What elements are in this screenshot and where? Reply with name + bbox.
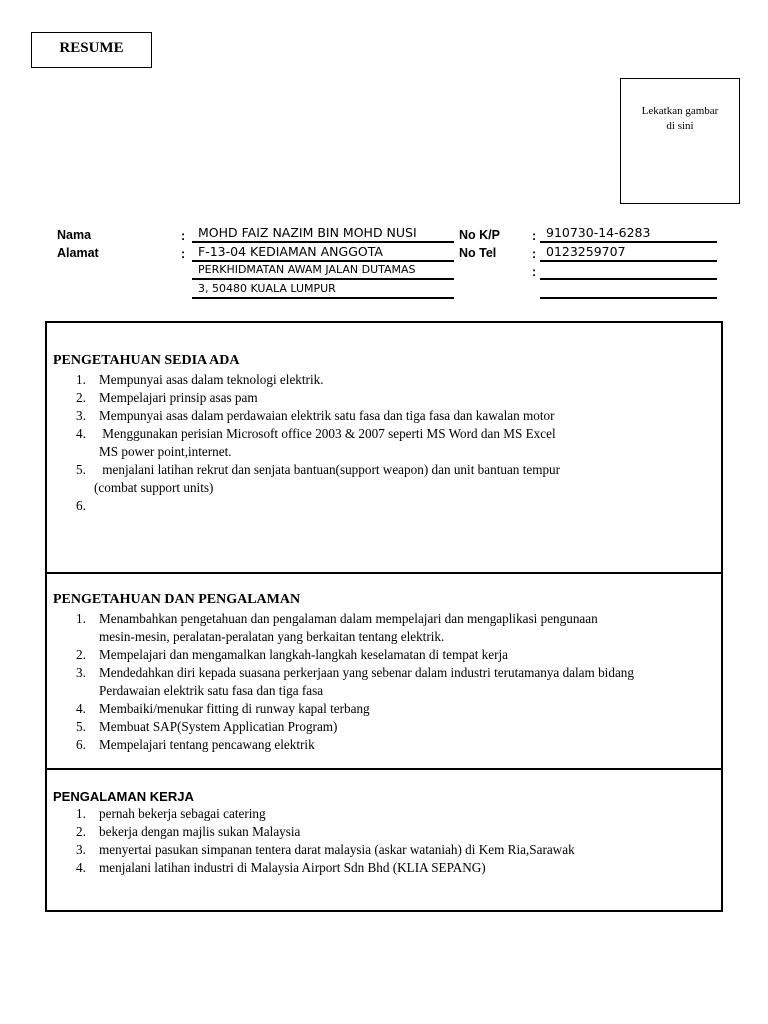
tel-label: No Tel bbox=[459, 246, 497, 260]
item-number: 2. bbox=[76, 824, 86, 839]
item-text: Mempunyai asas dalam perdawaian elektrik satu fasa dan tiga fasa dan kawalan motor bbox=[99, 408, 555, 423]
list-item bbox=[47, 646, 634, 664]
item-list bbox=[47, 371, 561, 513]
item-text: pernah bekerja sebagai catering bbox=[99, 806, 266, 821]
item-text: Mempelajari prinsip asas pam bbox=[99, 390, 258, 405]
item-number: 3. bbox=[76, 842, 86, 857]
item-number: 2. bbox=[76, 390, 86, 405]
photo-placeholder-line: Lekatkan gambar bbox=[641, 105, 719, 117]
section-title: PENGETAHUAN DAN PENGALAMAN bbox=[53, 592, 301, 607]
item-text: Membaiki/menukar fitting di runway kapal terbang bbox=[99, 701, 370, 716]
item-number: 1. bbox=[76, 611, 86, 626]
list-item bbox=[47, 610, 634, 646]
section-title: PENGALAMAN KERJA bbox=[53, 789, 194, 804]
item-text: menjalani latihan industri di Malaysia Airport Sdn Bhd (KLIA SEPANG) bbox=[99, 860, 486, 875]
photo-placeholder-line: di sini bbox=[666, 120, 694, 132]
address-label: Alamat bbox=[57, 246, 99, 260]
name-label: Nama bbox=[57, 228, 92, 242]
tel-colon: : bbox=[532, 247, 537, 261]
item-number: 6. bbox=[76, 498, 86, 513]
extra-colon: : bbox=[532, 265, 537, 279]
section-pengetahuan-dan-pengalaman bbox=[45, 572, 723, 770]
list-item bbox=[47, 664, 634, 700]
address-colon: : bbox=[181, 247, 186, 261]
list-item bbox=[47, 859, 575, 877]
extra-field-1 bbox=[540, 262, 717, 280]
item-list bbox=[47, 805, 575, 877]
item-number: 3. bbox=[76, 408, 86, 423]
item-list bbox=[47, 610, 634, 754]
section-pengetahuan-sedia-ada bbox=[45, 321, 723, 574]
item-text-continued: (combat support units) bbox=[94, 480, 214, 495]
list-item bbox=[47, 461, 560, 497]
item-text: Mempelajari dan mengamalkan langkah-langkah keselamatan di tempat kerja bbox=[99, 647, 509, 662]
address-line-1: F-13-04 KEDIAMAN ANGGOTA bbox=[192, 244, 454, 262]
item-text: Mempunyai asas dalam teknologi elektrik. bbox=[99, 372, 324, 387]
item-number: 4. bbox=[76, 701, 86, 716]
list-item bbox=[47, 736, 634, 754]
photo-placeholder bbox=[620, 78, 740, 204]
item-text-continued: mesin-mesin, peralatan-peralatan yang berkaitan tentang elektrik. bbox=[99, 629, 445, 644]
item-text-continued: MS power point,internet. bbox=[99, 444, 232, 459]
address-line-3: 3, 50480 KUALA LUMPUR bbox=[192, 281, 454, 299]
resume-title: RESUME bbox=[31, 32, 152, 68]
item-text: Mendedahkan diri kepada suasana perkerjaan yang sebenar dalam industri terutamanya dalam bidang bbox=[99, 665, 634, 680]
item-text: menjalani latihan rekrut dan senjata bantuan(support weapon) dan unit bantuan tempur bbox=[99, 462, 561, 477]
item-number: 1. bbox=[76, 806, 86, 821]
item-text: bekerja dengan majlis sukan Malaysia bbox=[99, 824, 301, 839]
item-number: 3. bbox=[76, 665, 86, 680]
list-item bbox=[47, 841, 575, 859]
section-title: PENGETAHUAN SEDIA ADA bbox=[53, 353, 240, 368]
extra-field-2 bbox=[540, 281, 717, 299]
tel-field: 0123259707 bbox=[540, 244, 717, 262]
ic-colon: : bbox=[532, 229, 537, 243]
item-text: Mempelajari tentang pencawang elektrik bbox=[99, 737, 315, 752]
list-item bbox=[47, 425, 560, 461]
item-text: menyertai pasukan simpanan tentera darat malaysia (askar wataniah) di Kem Ria,Sarawak bbox=[99, 842, 575, 857]
item-number: 6. bbox=[76, 737, 86, 752]
item-text: Menggunakan perisian Microsoft office 2003 & 2007 seperti MS Word dan MS Excel bbox=[99, 426, 556, 441]
item-number: 1. bbox=[76, 372, 86, 387]
ic-label: No K/P bbox=[459, 228, 500, 242]
item-number: 5. bbox=[76, 719, 86, 734]
list-item bbox=[47, 823, 575, 841]
item-number: 4. bbox=[76, 426, 86, 441]
address-line-2: PERKHIDMATAN AWAM JALAN DUTAMAS bbox=[192, 262, 454, 280]
list-item bbox=[47, 389, 560, 407]
list-item bbox=[47, 407, 560, 425]
list-item bbox=[47, 718, 634, 736]
item-text: Menambahkan pengetahuan dan pengalaman dalam mempelajari dan mengaplikasi pengunaan bbox=[99, 611, 598, 626]
item-number: 5. bbox=[76, 462, 86, 477]
list-item bbox=[47, 700, 634, 718]
item-number: 4. bbox=[76, 860, 86, 875]
ic-field: 910730-14-6283 bbox=[540, 225, 717, 243]
item-number: 2. bbox=[76, 647, 86, 662]
list-item bbox=[47, 805, 575, 823]
name-colon: : bbox=[181, 229, 186, 243]
name-field: MOHD FAIZ NAZIM BIN MOHD NUSI bbox=[192, 225, 454, 243]
section-pengalaman-kerja bbox=[45, 768, 723, 912]
item-text-continued: Perdawaian elektrik satu fasa dan tiga fasa bbox=[99, 683, 324, 698]
item-text: Membuat SAP(System Applicatian Program) bbox=[99, 719, 338, 734]
list-item bbox=[47, 371, 560, 389]
